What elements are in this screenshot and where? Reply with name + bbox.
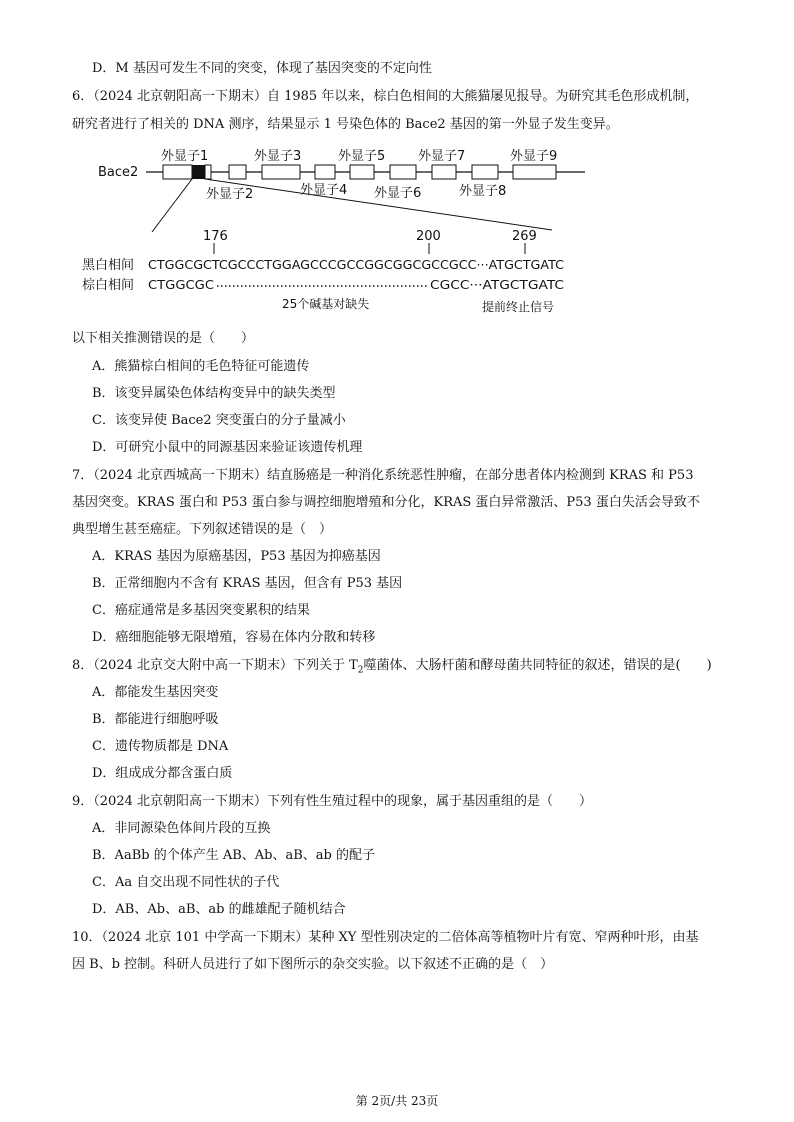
q6-option-d: D．可研究小鼠中的同源基因来验证该遗传机理	[92, 440, 363, 455]
q7-option-b: B．正常细胞内不含有 KRAS 基因，但含有 P53 基因	[92, 576, 403, 591]
exon-5-box	[350, 165, 374, 179]
q7-option-d: D．癌细胞能够无限增殖，容易在体内分散和转移	[92, 630, 376, 645]
exon-7-box	[432, 165, 456, 179]
exon-1-tail-box	[205, 165, 211, 179]
q9-option-d: D．AB、Ab、aB、ab 的雌雄配子随机结合	[92, 902, 346, 917]
q8-stem-pre: 8．（2024 北京交大附中高一下期末）下列关于 T	[72, 658, 358, 673]
row2-sequence-end: CGCC···ATGCTGATC	[430, 278, 564, 292]
q8-option-c: C．遗传物质都是 DNA	[92, 739, 229, 754]
exon-label-5: 外显子5	[338, 149, 386, 164]
stop-signal-note: 提前终止信号	[482, 300, 555, 314]
q6-stem-line2: 研究者进行了相关的 DNA 测序，结果显示 1 号染色体的 Bace2 基因的第一外显子发生变异。	[72, 117, 619, 132]
q8-stem	[72, 657, 712, 680]
exon-label-7: 外显子7	[418, 149, 466, 164]
q7-option-a: A．KRAS 基因为原癌基因，P53 基因为抑癌基因	[92, 549, 381, 564]
q8-stem-subscript: 2	[357, 665, 364, 676]
exon-8-box	[472, 165, 498, 179]
mutation-site-box	[192, 165, 205, 179]
q6-option-b: B．该变异属染色体结构变异中的缺失类型	[92, 386, 336, 401]
q7-stem-line3: 典型增生甚至癌症。下列叙述错误的是（ ）	[72, 522, 333, 537]
row1-sequence: CTGGCGCTCGCCCTGGAGCCCGCCGGCGGCGCCGCC···ATGCTGATC	[148, 258, 564, 272]
q9-stem: 9．（2024 北京朝阳高一下期末）下列有性生殖过程中的现象，属于基因重组的是（ ）	[72, 794, 592, 809]
page-footer: 第 2页/共 23页	[355, 1094, 439, 1108]
q6-prompt: 以下相关推测错误的是（ ）	[72, 331, 255, 346]
exon-4-box	[315, 165, 335, 179]
row1-label: 黑白相间	[82, 258, 135, 273]
position-200: 200	[416, 229, 441, 244]
exon-label-4: 外显子4	[300, 183, 348, 198]
exon-label-3: 外显子3	[254, 149, 302, 164]
q6-option-a: A．熊猫棕白相间的毛色特征可能遗传	[92, 359, 310, 374]
exon-9-box	[513, 165, 556, 179]
exon-3-box	[262, 165, 300, 179]
q9-option-b: B．AaBb 的个体产生 AB、Ab、aB、ab 的配子	[92, 848, 375, 863]
q6-option-c: C．该变异使 Bace2 突变蛋白的分子量减小	[92, 413, 346, 428]
exon-2-box	[229, 165, 246, 179]
q10-stem-line1: 10．（2024 北京 101 中学高一下期末）某种 XY 型性别决定的二倍体高等植物叶片有宽、窄两种叶形，由基	[72, 930, 699, 945]
exon-label-8: 外显子8	[459, 184, 507, 199]
position-176: 176	[203, 229, 228, 244]
bace2-gene-diagram	[0, 142, 794, 322]
exon-6-box	[390, 165, 416, 179]
exon-label-9: 外显子9	[510, 149, 558, 164]
gene-label: Bace2	[98, 165, 139, 180]
exon-label-6: 外显子6	[374, 186, 422, 201]
q5-option-d: D．M 基因可发生不同的突变，体现了基因突变的不定向性	[92, 61, 432, 76]
q7-stem-line1: 7．（2024 北京西城高一下期末）结直肠癌是一种消化系统恶性肿瘤，在部分患者体内检测到 KRAS 和 P53	[72, 468, 694, 483]
exon-label-2: 外显子2	[206, 187, 254, 202]
q8-option-a: A．都能发生基因突变	[92, 685, 219, 700]
exon-1-box	[163, 165, 192, 179]
q7-stem-line2: 基因突变。KRAS 蛋白和 P53 蛋白参与调控细胞增殖和分化，KRAS 蛋白异常激活、P53 蛋白失活会导致不	[72, 495, 700, 510]
exon-label-1: 外显子1	[161, 149, 209, 164]
q6-stem-line1: 6．（2024 北京朝阳高一下期末）自 1985 年以来，棕白色相间的大熊猫屡见报导。为研究其毛色形成机制，	[72, 89, 699, 104]
q9-option-c: C．Aa 自交出现不同性状的子代	[92, 875, 280, 890]
q10-stem-line2: 因 B、b 控制。科研人员进行了如下图所示的杂交实验。以下叙述不正确的是（ ）	[72, 957, 554, 972]
deletion-note: 25个碱基对缺失	[282, 297, 370, 311]
row2-sequence-start: CTGGCGC	[148, 278, 214, 292]
q7-option-c: C．癌症通常是多基因突变累积的结果	[92, 603, 310, 618]
q8-option-b: B．都能进行细胞呼吸	[92, 712, 219, 727]
q8-option-d: D．组成成分都含蛋白质	[92, 766, 233, 781]
position-269: 269	[512, 229, 537, 244]
row2-label: 棕白相间	[82, 278, 135, 293]
q8-stem-post: 噬菌体、大肠杆菌和酵母菌共同特征的叙述，错误的是( )	[363, 658, 712, 673]
q9-option-a: A．非同源染色体间片段的互换	[92, 821, 271, 836]
